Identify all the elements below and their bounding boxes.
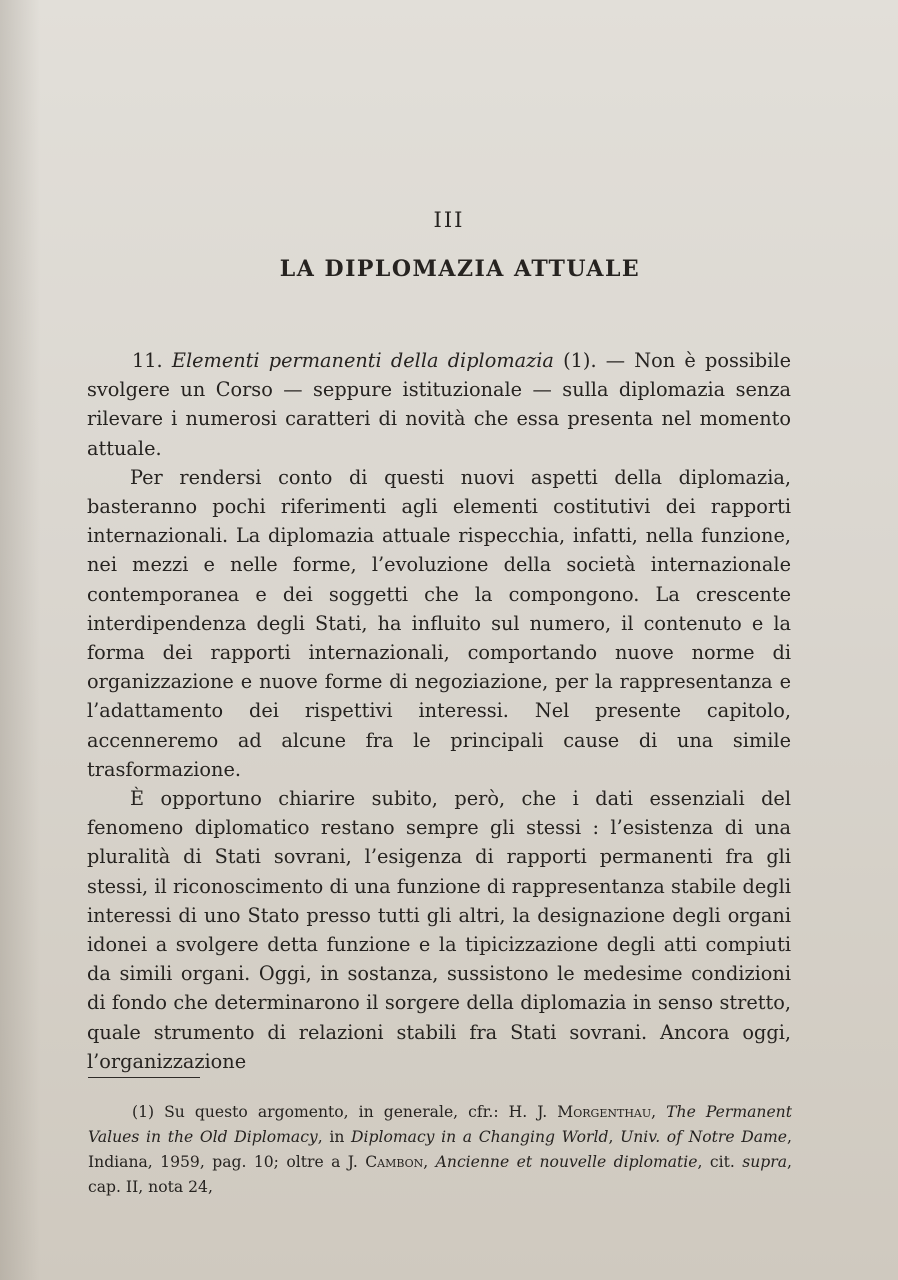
footnote-text: , bbox=[608, 1128, 621, 1146]
footnote-text: Su questo argomento, in generale, cfr.: H. J. bbox=[154, 1103, 558, 1121]
paragraph-1 bbox=[87, 346, 791, 463]
section-title: Elementi permanenti della diplomazia bbox=[171, 349, 554, 372]
footnote-marker: (1) bbox=[132, 1103, 155, 1121]
footnote-text: , cit. bbox=[697, 1153, 743, 1171]
footnote bbox=[88, 1100, 792, 1200]
footnote-separator bbox=[88, 1077, 200, 1078]
footnote-text: , bbox=[651, 1103, 667, 1121]
paragraph-2: Per rendersi conto di questi nuovi aspetti della diplomazia, basteranno pochi riferimenti agli elementi costitutivi dei rapporti internazionali. La diplomazia attuale rispecchia, infatti, nella funzione, nei mezzi e nelle forme, l’evoluzione della società internazionale contemporanea e dei soggetti che la compongono. La crescente interdipendenza degli Stati, ha influito sul numero, il contenuto e la forma dei rapporti internazionali, comportando nuove norme di organizzazione e nuove forme di negoziazione, per la rappresentanza e l’adattamento dei rispettivi interessi. Nel presente capitolo, accenneremo ad alcune fra le principali cause di una simile trasformazione. bbox=[87, 465, 791, 781]
paragraph-3: È opportuno chiarire subito, però, che i dati essenziali del fenomeno diplomatico restano sempre gli stessi : l’esistenza di una pluralità di Stati sovrani, l’esigenza di rapporti permanenti fra gli stessi, il riconoscimento di una funzione di rappresentanza stabile degli interessi di uno Stato presso tutti gli altri, la designazione degli organi idonei a svolgere detta funzione e la tipicizzazione degli atti compiuti da simili organi. Oggi, in sostanza, sussistono le medesime condizioni di fondo che determinarono il sorgere della diplomazia in senso stretto, quale strumento di relazioni stabili fra Stati sovrani. Ancora oggi, l’organizzazione bbox=[87, 787, 791, 1073]
body-text bbox=[87, 346, 791, 1076]
footnote-reference: (1). — bbox=[553, 349, 635, 372]
page-edge-shadow bbox=[0, 0, 40, 1280]
footnote-publisher: Univ. of Notre Dame bbox=[620, 1128, 788, 1146]
footnote-text: , Indiana, 1959, pag. 10; oltre a J. bbox=[88, 1128, 793, 1171]
chapter-title: LA DIPLOMAZIA ATTUALE bbox=[279, 256, 641, 282]
footnote-text: , in bbox=[317, 1128, 352, 1146]
footnote-text: , bbox=[423, 1153, 436, 1171]
footnote-work-title: The Permanent Values in the Old Diplomacy bbox=[88, 1103, 792, 1146]
chapter-number: III bbox=[433, 208, 465, 232]
section-number: 11. bbox=[132, 349, 163, 372]
footnote-work-title: Ancienne et nouvelle diplomatie bbox=[435, 1153, 698, 1171]
footnote-work-title: Diplomacy in a Changing World bbox=[351, 1128, 609, 1146]
footnote-paragraph bbox=[88, 1100, 792, 1200]
footnote-text: , cap. II, nota 24, bbox=[88, 1153, 792, 1196]
footnote-supra: supra bbox=[742, 1153, 788, 1171]
footnote-author: Morgenthau bbox=[557, 1103, 652, 1121]
footnote-author: Cambon bbox=[365, 1153, 424, 1171]
paragraph-1-text: Non è possibile svolgere un Corso — seppure istituzionale — sulla diplomazia senza rilevare i numerosi caratteri di novità che essa presenta nel momento attuale. bbox=[87, 349, 792, 460]
